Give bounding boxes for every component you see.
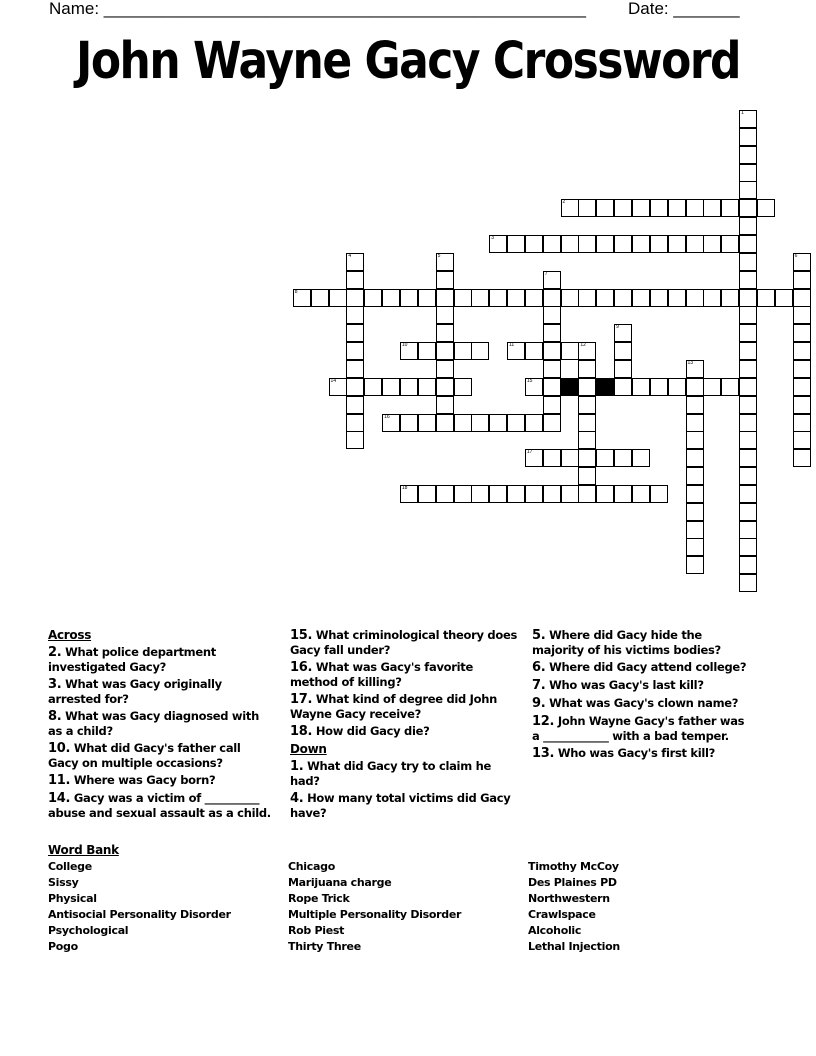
grid-cell[interactable] [400, 342, 418, 360]
clue-across-10: 10. What did Gacy's father call Gacy on multiple occasions? [48, 741, 241, 770]
across-down-clues-column-2 [290, 628, 518, 823]
grid-cell[interactable] [686, 378, 704, 396]
grid-cell[interactable] [543, 235, 561, 253]
clue-number: 18 [401, 484, 408, 491]
clue-number: 1 [741, 110, 744, 116]
grid-cell[interactable] [507, 289, 525, 307]
grid-cell[interactable] [668, 378, 686, 396]
word-bank-item: Alcoholic [528, 924, 582, 937]
grid-cell[interactable] [543, 306, 561, 324]
grid-cell[interactable] [739, 521, 757, 539]
grid-cell[interactable] [364, 289, 382, 307]
word-bank-column-1 [48, 859, 231, 955]
grid-cell[interactable] [543, 485, 561, 503]
clue-number: 8 [294, 288, 298, 295]
clue-number: 7 [544, 270, 548, 277]
grid-cell[interactable] [739, 128, 757, 146]
clue-number: 2 [562, 199, 566, 206]
grid-cell[interactable] [739, 378, 757, 396]
grid-block-cell [561, 378, 579, 396]
clue-number: 12 [580, 342, 586, 349]
grid-cell[interactable] [346, 378, 364, 396]
grid-cell[interactable] [739, 360, 757, 378]
grid-cell[interactable] [739, 164, 757, 182]
grid-cell[interactable] [346, 306, 364, 324]
grid-cell[interactable] [346, 271, 364, 289]
grid-cell[interactable] [739, 538, 757, 556]
clue-number: 17 [526, 449, 533, 456]
word-bank-item: Lethal Injection [528, 940, 620, 953]
grid-cell[interactable] [311, 289, 329, 307]
grid-cell[interactable] [578, 378, 596, 396]
clue-across-15: 15. What criminological theory does Gacy fall under? [290, 628, 518, 657]
word-bank-item: Des Plaines PD [528, 876, 617, 889]
grid-cell[interactable] [686, 503, 704, 521]
grid-cell[interactable] [346, 414, 364, 432]
grid-cell[interactable] [329, 289, 347, 307]
grid-cell[interactable] [632, 449, 650, 467]
grid-cell[interactable] [418, 342, 436, 360]
clue-across-14: 14. Gacy was a victim of __________ abuse and sexual assault as a child. [48, 791, 271, 820]
grid-cell[interactable] [561, 235, 579, 253]
grid-cell[interactable] [793, 449, 811, 467]
grid-cell[interactable] [507, 342, 525, 360]
grid-cell[interactable] [382, 378, 400, 396]
grid-cell[interactable] [346, 253, 364, 271]
grid-cell[interactable] [614, 378, 632, 396]
word-bank-item: Timothy McCoy [528, 860, 619, 873]
grid-cell[interactable] [686, 467, 704, 485]
grid-cell[interactable] [686, 485, 704, 503]
across-heading: Across [48, 628, 92, 642]
clue-down-7: 7. Who was Gacy's last kill? [532, 678, 704, 693]
grid-cell[interactable] [525, 235, 543, 253]
grid-cell[interactable] [739, 217, 757, 235]
grid-cell[interactable] [686, 396, 704, 414]
grid-cell[interactable] [471, 485, 489, 503]
grid-cell[interactable] [543, 396, 561, 414]
grid-cell[interactable] [436, 271, 454, 289]
grid-cell[interactable] [346, 324, 364, 342]
grid-cell[interactable] [793, 414, 811, 432]
grid-cell[interactable] [436, 378, 454, 396]
grid-cell[interactable] [596, 449, 614, 467]
word-bank-item: Northwestern [528, 892, 610, 905]
grid-cell[interactable] [543, 360, 561, 378]
grid-cell[interactable] [346, 342, 364, 360]
grid-cell[interactable] [632, 289, 650, 307]
grid-cell[interactable] [668, 235, 686, 253]
grid-cell[interactable] [739, 271, 757, 289]
grid-cell[interactable] [721, 235, 739, 253]
grid-cell[interactable] [739, 503, 757, 521]
grid-cell[interactable] [489, 235, 507, 253]
grid-cell[interactable] [757, 199, 775, 217]
grid-cell[interactable] [525, 289, 543, 307]
grid-cell[interactable] [418, 289, 436, 307]
grid-cell[interactable] [686, 521, 704, 539]
grid-cell[interactable] [793, 253, 811, 271]
grid-cell[interactable] [346, 431, 364, 449]
grid-cell[interactable] [650, 235, 668, 253]
grid-cell[interactable] [578, 199, 596, 217]
grid-cell[interactable] [543, 414, 561, 432]
grid-cell[interactable] [578, 342, 596, 360]
grid-cell[interactable] [543, 449, 561, 467]
grid-cell[interactable] [703, 289, 721, 307]
grid-cell[interactable] [525, 485, 543, 503]
grid-cell[interactable] [454, 342, 472, 360]
grid-cell[interactable] [418, 378, 436, 396]
grid-cell[interactable] [614, 342, 632, 360]
grid-cell[interactable] [578, 396, 596, 414]
grid-cell[interactable] [614, 360, 632, 378]
clue-number: 16 [384, 413, 390, 420]
grid-cell[interactable] [632, 235, 650, 253]
word-bank-item: Sissy [48, 876, 79, 889]
word-bank-item: Crawlspace [528, 908, 596, 921]
grid-cell[interactable] [400, 378, 418, 396]
name-field[interactable]: Name: ___________________________________________________ [49, 0, 586, 18]
grid-cell[interactable] [686, 449, 704, 467]
grid-cell[interactable] [578, 289, 596, 307]
clue-across-16: 16. What was Gacy's favorite method of killing? [290, 660, 473, 689]
grid-cell[interactable] [436, 342, 454, 360]
grid-cell[interactable] [382, 414, 400, 432]
page-title: John Wayne Gacy Crossword [75, 32, 741, 91]
grid-cell[interactable] [739, 146, 757, 164]
grid-cell[interactable] [418, 485, 436, 503]
grid-cell[interactable] [418, 414, 436, 432]
grid-cell[interactable] [632, 378, 650, 396]
grid-cell[interactable] [454, 485, 472, 503]
clue-number: 5 [437, 252, 441, 259]
grid-cell[interactable] [578, 449, 596, 467]
grid-cell[interactable] [561, 485, 579, 503]
grid-cell[interactable] [793, 431, 811, 449]
grid-cell[interactable] [561, 289, 579, 307]
down-clues-column-3 [532, 628, 747, 764]
word-bank-item: Chicago [288, 860, 335, 873]
grid-cell[interactable] [578, 431, 596, 449]
grid-cell[interactable] [686, 289, 704, 307]
grid-cell[interactable] [471, 414, 489, 432]
grid-cell[interactable] [793, 289, 811, 307]
word-bank-item: Physical [48, 892, 97, 905]
grid-cell[interactable] [346, 396, 364, 414]
grid-cell[interactable] [543, 324, 561, 342]
grid-cell[interactable] [525, 449, 543, 467]
grid-cell[interactable] [721, 378, 739, 396]
grid-cell[interactable] [471, 342, 489, 360]
grid-cell[interactable] [561, 342, 579, 360]
grid-cell[interactable] [614, 324, 632, 342]
grid-cell[interactable] [525, 378, 543, 396]
grid-cell[interactable] [561, 449, 579, 467]
grid-cell[interactable] [507, 235, 525, 253]
grid-cell[interactable] [436, 485, 454, 503]
grid-cell[interactable] [329, 378, 347, 396]
date-field[interactable]: Date: _______ [628, 0, 740, 18]
grid-cell[interactable] [686, 431, 704, 449]
grid-cell[interactable] [346, 360, 364, 378]
grid-cell[interactable] [703, 199, 721, 217]
grid-cell[interactable] [686, 360, 704, 378]
grid-cell[interactable] [793, 306, 811, 324]
grid-cell[interactable] [686, 235, 704, 253]
clue-down-12: 12. John Wayne Gacy's father was a ____________ with a bad temper. [532, 714, 745, 743]
grid-cell[interactable] [471, 289, 489, 307]
clue-down-4: 4. How many total victims did Gacy have? [290, 791, 511, 820]
grid-cell[interactable] [400, 414, 418, 432]
grid-cell[interactable] [793, 396, 811, 414]
grid-cell[interactable] [739, 306, 757, 324]
clue-number: 14 [330, 377, 337, 384]
grid-cell[interactable] [578, 485, 596, 503]
grid-cell[interactable] [686, 538, 704, 556]
grid-cell[interactable] [739, 324, 757, 342]
clue-down-6: 6. Where did Gacy attend college? [532, 660, 747, 675]
grid-cell[interactable] [507, 485, 525, 503]
grid-cell[interactable] [489, 414, 507, 432]
grid-cell[interactable] [489, 485, 507, 503]
grid-cell[interactable] [739, 253, 757, 271]
grid-cell[interactable] [454, 414, 472, 432]
grid-cell[interactable] [364, 378, 382, 396]
grid-cell[interactable] [793, 271, 811, 289]
grid-cell[interactable] [382, 289, 400, 307]
clue-down-13: 13. Who was Gacy's first kill? [532, 746, 716, 761]
grid-cell[interactable] [614, 235, 632, 253]
grid-cell[interactable] [739, 181, 757, 199]
clue-number: 4 [348, 252, 352, 259]
grid-cell[interactable] [578, 235, 596, 253]
grid-cell[interactable] [454, 289, 472, 307]
grid-cell[interactable] [436, 396, 454, 414]
grid-cell[interactable] [489, 289, 507, 307]
word-bank-heading: Word Bank [48, 843, 119, 857]
grid-cell[interactable] [400, 485, 418, 503]
grid-cell[interactable] [650, 485, 668, 503]
grid-cell[interactable] [739, 574, 757, 592]
grid-cell[interactable] [632, 199, 650, 217]
grid-cell[interactable] [739, 110, 757, 128]
grid-cell[interactable] [543, 342, 561, 360]
grid-cell[interactable] [739, 556, 757, 574]
grid-cell[interactable] [632, 485, 650, 503]
grid-cell[interactable] [436, 253, 454, 271]
grid-cell[interactable] [775, 289, 793, 307]
grid-cell[interactable] [436, 306, 454, 324]
grid-cell[interactable] [507, 414, 525, 432]
grid-cell[interactable] [346, 289, 364, 307]
word-bank-item: College [48, 860, 92, 873]
grid-cell[interactable] [739, 449, 757, 467]
clue-across-2: 2. What police department investigated Gacy? [48, 645, 216, 674]
grid-cell[interactable] [668, 199, 686, 217]
word-bank-item: Rope Trick [288, 892, 350, 905]
clue-across-17: 17. What kind of degree did John Wayne Gacy receive? [290, 692, 498, 721]
down-heading: Down [290, 742, 327, 756]
clue-number: 11 [509, 342, 515, 349]
grid-cell[interactable] [525, 342, 543, 360]
grid-cell[interactable] [596, 485, 614, 503]
grid-cell[interactable] [686, 414, 704, 432]
grid-cell[interactable] [739, 467, 757, 485]
grid-cell[interactable] [668, 289, 686, 307]
grid-cell[interactable] [757, 289, 775, 307]
grid-cell[interactable] [614, 199, 632, 217]
word-bank-column-2 [288, 859, 461, 955]
grid-cell[interactable] [739, 235, 757, 253]
grid-cell[interactable] [739, 431, 757, 449]
grid-cell[interactable] [596, 235, 614, 253]
grid-cell[interactable] [525, 414, 543, 432]
grid-cell[interactable] [686, 199, 704, 217]
word-bank-item: Antisocial Personality Disorder [48, 908, 231, 921]
clue-across-8: 8. What was Gacy diagnosed with as a child? [48, 709, 259, 738]
grid-cell[interactable] [596, 199, 614, 217]
grid-cell[interactable] [739, 414, 757, 432]
clue-down-5: 5. Where did Gacy hide the majority of his victims bodies? [532, 628, 721, 657]
grid-cell[interactable] [596, 289, 614, 307]
grid-cell[interactable] [578, 414, 596, 432]
clue-number: 3 [491, 235, 494, 241]
grid-cell[interactable] [614, 289, 632, 307]
grid-cell[interactable] [721, 289, 739, 307]
grid-cell[interactable] [543, 378, 561, 396]
grid-cell[interactable] [436, 289, 454, 307]
clue-down-9: 9. What was Gacy's clown name? [532, 696, 739, 711]
grid-cell[interactable] [721, 199, 739, 217]
clue-number: 9 [616, 324, 619, 331]
grid-cell[interactable] [614, 449, 632, 467]
grid-cell[interactable] [793, 324, 811, 342]
across-clues-column-1 [48, 628, 274, 823]
clue-across-3: 3. What was Gacy originally arrested for? [48, 677, 222, 706]
clue-number: 10 [401, 342, 408, 349]
clue-across-18: 18. How did Gacy die? [290, 724, 430, 739]
grid-cell[interactable] [436, 360, 454, 378]
grid-cell[interactable] [739, 485, 757, 503]
word-bank-item: Psychological [48, 924, 129, 937]
grid-cell[interactable] [793, 378, 811, 396]
grid-cell[interactable] [578, 467, 596, 485]
grid-cell[interactable] [793, 360, 811, 378]
word-bank-item: Marijuana charge [288, 876, 392, 889]
grid-cell[interactable] [739, 289, 757, 307]
grid-cell[interactable] [400, 289, 418, 307]
grid-cell[interactable] [739, 199, 757, 217]
grid-cell[interactable] [793, 342, 811, 360]
clue-down-1: 1. What did Gacy try to claim he had? [290, 759, 491, 788]
word-bank-item: Rob Piest [288, 924, 345, 937]
grid-cell[interactable] [436, 414, 454, 432]
grid-cell[interactable] [739, 342, 757, 360]
word-bank-column-3 [528, 859, 620, 955]
grid-cell[interactable] [614, 485, 632, 503]
clue-across-11: 11. Where was Gacy born? [48, 773, 216, 788]
grid-cell[interactable] [703, 235, 721, 253]
clue-number: 6 [794, 252, 798, 259]
grid-cell[interactable] [293, 289, 311, 307]
clue-number: 15 [526, 377, 533, 384]
grid-block-cell [596, 378, 614, 396]
grid-cell[interactable] [454, 378, 472, 396]
grid-cell[interactable] [650, 378, 668, 396]
word-bank-item: Pogo [48, 940, 78, 953]
word-bank-item: Multiple Personality Disorder [288, 908, 462, 921]
grid-cell[interactable] [543, 289, 561, 307]
grid-cell[interactable] [686, 556, 704, 574]
grid-cell[interactable] [650, 199, 668, 217]
clue-number: 13 [687, 359, 694, 366]
grid-cell[interactable] [650, 289, 668, 307]
grid-cell[interactable] [578, 360, 596, 378]
grid-cell[interactable] [739, 396, 757, 414]
grid-cell[interactable] [543, 271, 561, 289]
word-bank-item: Thirty Three [288, 940, 361, 953]
grid-cell[interactable] [436, 324, 454, 342]
grid-cell[interactable] [561, 199, 579, 217]
grid-cell[interactable] [703, 378, 721, 396]
